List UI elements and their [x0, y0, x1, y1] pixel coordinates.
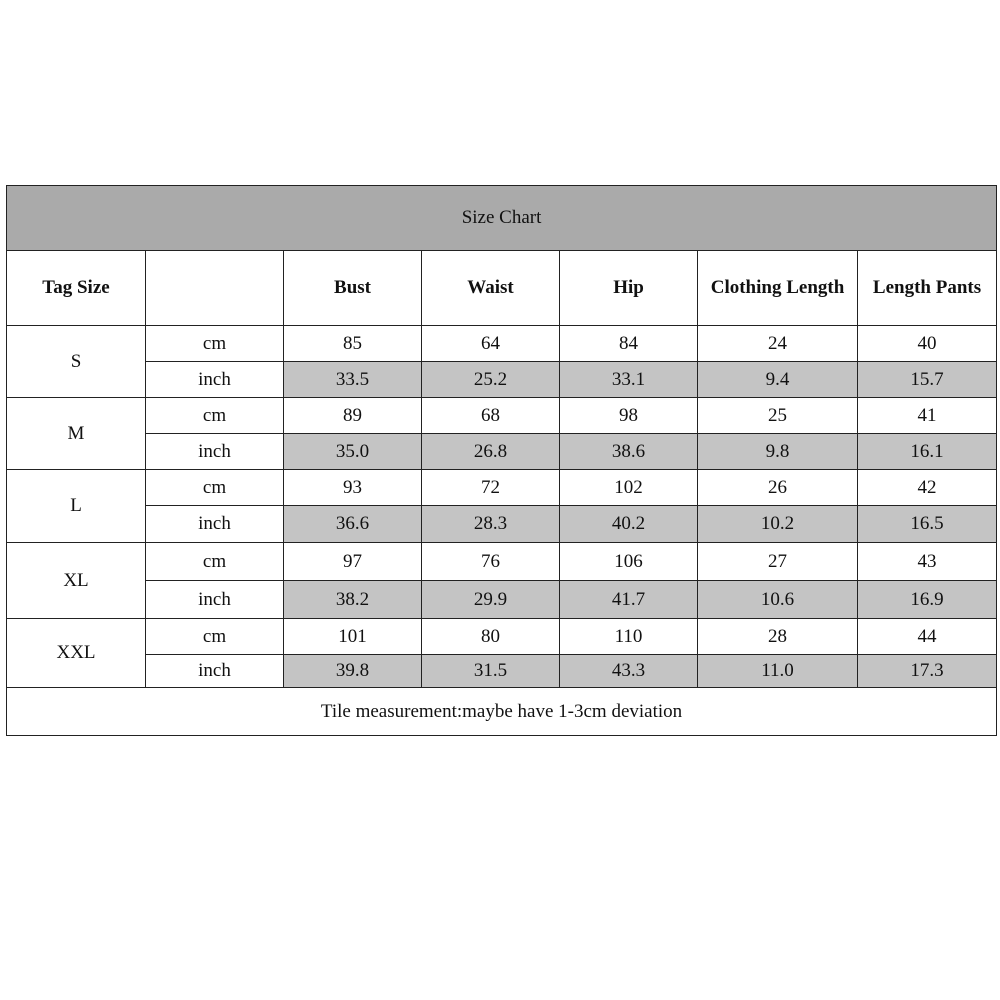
- header-bust: Bust: [284, 251, 422, 326]
- header-clothing-length: Clothing Length: [698, 251, 858, 326]
- unit-inch-label: inch: [146, 655, 284, 688]
- size-row-inch: [7, 655, 997, 688]
- inch-value-cell: 17.3: [858, 655, 997, 688]
- chart-title: Size Chart: [7, 186, 997, 251]
- cm-value-cell: 102: [560, 470, 698, 506]
- inch-value-cell: 38.2: [284, 581, 422, 619]
- unit-cm-label: cm: [146, 543, 284, 581]
- inch-value-cell: 28.3: [422, 506, 560, 543]
- inch-value-cell: 39.8: [284, 655, 422, 688]
- inch-value-cell: 16.5: [858, 506, 997, 543]
- cm-value-cell: 89: [284, 398, 422, 434]
- inch-value-cell: 16.1: [858, 434, 997, 470]
- cm-value-cell: 41: [858, 398, 997, 434]
- cm-value-cell: 101: [284, 619, 422, 655]
- inch-value-cell: 26.8: [422, 434, 560, 470]
- cm-value-cell: 43: [858, 543, 997, 581]
- header-unit: [146, 251, 284, 326]
- inch-value-cell: 36.6: [284, 506, 422, 543]
- inch-value-cell: 41.7: [560, 581, 698, 619]
- unit-cm-label: cm: [146, 398, 284, 434]
- size-row-inch: [7, 506, 997, 543]
- size-row-inch: [7, 362, 997, 398]
- cm-value-cell: 68: [422, 398, 560, 434]
- cm-value-cell: 42: [858, 470, 997, 506]
- unit-cm-label: cm: [146, 619, 284, 655]
- size-row-cm: [7, 398, 997, 434]
- tag-size-label: L: [7, 470, 146, 543]
- size-chart: [6, 185, 996, 736]
- inch-value-cell: 35.0: [284, 434, 422, 470]
- inch-value-cell: 10.6: [698, 581, 858, 619]
- inch-value-cell: 9.4: [698, 362, 858, 398]
- unit-cm-label: cm: [146, 326, 284, 362]
- cm-value-cell: 98: [560, 398, 698, 434]
- unit-inch-label: inch: [146, 434, 284, 470]
- tag-size-label: S: [7, 326, 146, 398]
- cm-value-cell: 106: [560, 543, 698, 581]
- cm-value-cell: 84: [560, 326, 698, 362]
- inch-value-cell: 10.2: [698, 506, 858, 543]
- size-row-cm: [7, 619, 997, 655]
- cm-value-cell: 27: [698, 543, 858, 581]
- tag-size-label: M: [7, 398, 146, 470]
- cm-value-cell: 26: [698, 470, 858, 506]
- unit-inch-label: inch: [146, 581, 284, 619]
- inch-value-cell: 29.9: [422, 581, 560, 619]
- cm-value-cell: 24: [698, 326, 858, 362]
- inch-value-cell: 9.8: [698, 434, 858, 470]
- cm-value-cell: 85: [284, 326, 422, 362]
- inch-value-cell: 31.5: [422, 655, 560, 688]
- footer-note: Tile measurement:maybe have 1-3cm deviation: [7, 688, 997, 736]
- cm-value-cell: 93: [284, 470, 422, 506]
- cm-value-cell: 28: [698, 619, 858, 655]
- cm-value-cell: 97: [284, 543, 422, 581]
- header-hip: Hip: [560, 251, 698, 326]
- unit-cm-label: cm: [146, 470, 284, 506]
- cm-value-cell: 76: [422, 543, 560, 581]
- cm-value-cell: 80: [422, 619, 560, 655]
- inch-value-cell: 33.5: [284, 362, 422, 398]
- cm-value-cell: 40: [858, 326, 997, 362]
- size-chart-table: [6, 185, 997, 736]
- cm-value-cell: 44: [858, 619, 997, 655]
- cm-value-cell: 110: [560, 619, 698, 655]
- inch-value-cell: 38.6: [560, 434, 698, 470]
- header-tag-size: Tag Size: [7, 251, 146, 326]
- inch-value-cell: 11.0: [698, 655, 858, 688]
- size-row-inch: [7, 581, 997, 619]
- size-row-cm: [7, 543, 997, 581]
- unit-inch-label: inch: [146, 506, 284, 543]
- inch-value-cell: 25.2: [422, 362, 560, 398]
- inch-value-cell: 16.9: [858, 581, 997, 619]
- size-row-cm: [7, 470, 997, 506]
- inch-value-cell: 33.1: [560, 362, 698, 398]
- inch-value-cell: 40.2: [560, 506, 698, 543]
- cm-value-cell: 25: [698, 398, 858, 434]
- header-waist: Waist: [422, 251, 560, 326]
- size-row-cm: [7, 326, 997, 362]
- header-length-pants: Length Pants: [858, 251, 997, 326]
- inch-value-cell: 43.3: [560, 655, 698, 688]
- header-row: [7, 251, 997, 326]
- tag-size-label: XL: [7, 543, 146, 619]
- size-row-inch: [7, 434, 997, 470]
- unit-inch-label: inch: [146, 362, 284, 398]
- tag-size-label: XXL: [7, 619, 146, 688]
- cm-value-cell: 72: [422, 470, 560, 506]
- cm-value-cell: 64: [422, 326, 560, 362]
- inch-value-cell: 15.7: [858, 362, 997, 398]
